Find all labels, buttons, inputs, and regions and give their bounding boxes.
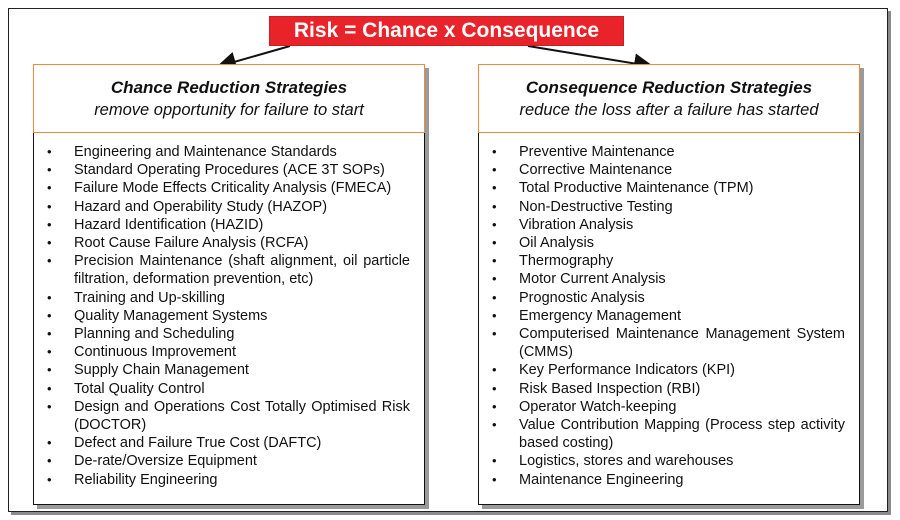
list-item: • Operator Watch-keeping <box>479 398 859 416</box>
consequence-subheading: reduce the loss after a failure has started <box>519 100 819 119</box>
list-item: • Computerised Maintenance Management System (CMMS) <box>479 325 859 361</box>
chance-panel-header <box>33 64 425 133</box>
list-item: • Hazard and Operability Study (HAZOP) <box>34 198 424 216</box>
list-item: • Maintenance Engineering <box>479 471 859 489</box>
consequence-heading: Consequence Reduction Strategies <box>525 77 813 97</box>
list-item: • Motor Current Analysis <box>479 270 859 288</box>
list-item: • Hazard Identification (HAZID) <box>34 216 424 234</box>
list-item: • Engineering and Maintenance Standards <box>34 143 424 161</box>
list-item: • Continuous Improvement <box>34 343 424 361</box>
chance-heading: Chance Reduction Strategies <box>110 77 348 97</box>
list-item: • Non-Destructive Testing <box>479 198 859 216</box>
list-item: • Prognostic Analysis <box>479 289 859 307</box>
list-item: • Total Quality Control <box>34 380 424 398</box>
list-item: • Thermography <box>479 252 859 270</box>
chance-reduction-panel <box>33 64 425 505</box>
list-item: • Standard Operating Procedures (ACE 3T SOPs) <box>34 161 424 179</box>
list-item: • Defect and Failure True Cost (DAFTC) <box>34 434 424 452</box>
consequence-panel-header <box>478 64 860 133</box>
list-item: • Corrective Maintenance <box>479 161 859 179</box>
risk-equation-title: Risk = Chance x Consequence <box>269 16 624 46</box>
chance-strategy-list <box>34 143 424 489</box>
list-item: • Total Productive Maintenance (TPM) <box>479 179 859 197</box>
list-item: • Precision Maintenance (shaft alignment, oil particle filtration, deformation prevention, etc) <box>34 252 424 288</box>
list-item: • Supply Chain Management <box>34 361 424 379</box>
chance-subheading: remove opportunity for failure to start <box>94 100 364 119</box>
list-item: • Quality Management Systems <box>34 307 424 325</box>
list-item: • Failure Mode Effects Criticality Analysis (FMECA) <box>34 179 424 197</box>
list-item: • Preventive Maintenance <box>479 143 859 161</box>
list-item: • Key Performance Indicators (KPI) <box>479 361 859 379</box>
list-item: • Vibration Analysis <box>479 216 859 234</box>
list-item: • Training and Up-skilling <box>34 289 424 307</box>
list-item: • Reliability Engineering <box>34 471 424 489</box>
list-item: • Logistics, stores and warehouses <box>479 452 859 470</box>
list-item: • Value Contribution Mapping (Process step activity based costing) <box>479 416 859 452</box>
consequence-reduction-panel <box>478 64 860 505</box>
list-item: • Root Cause Failure Analysis (RCFA) <box>34 234 424 252</box>
list-item: • Risk Based Inspection (RBI) <box>479 380 859 398</box>
list-item: • Planning and Scheduling <box>34 325 424 343</box>
list-item: • Design and Operations Cost Totally Optimised Risk (DOCTOR) <box>34 398 424 434</box>
list-item: • Emergency Management <box>479 307 859 325</box>
consequence-strategy-list <box>479 143 859 489</box>
list-item: • Oil Analysis <box>479 234 859 252</box>
list-item: • De-rate/Oversize Equipment <box>34 452 424 470</box>
